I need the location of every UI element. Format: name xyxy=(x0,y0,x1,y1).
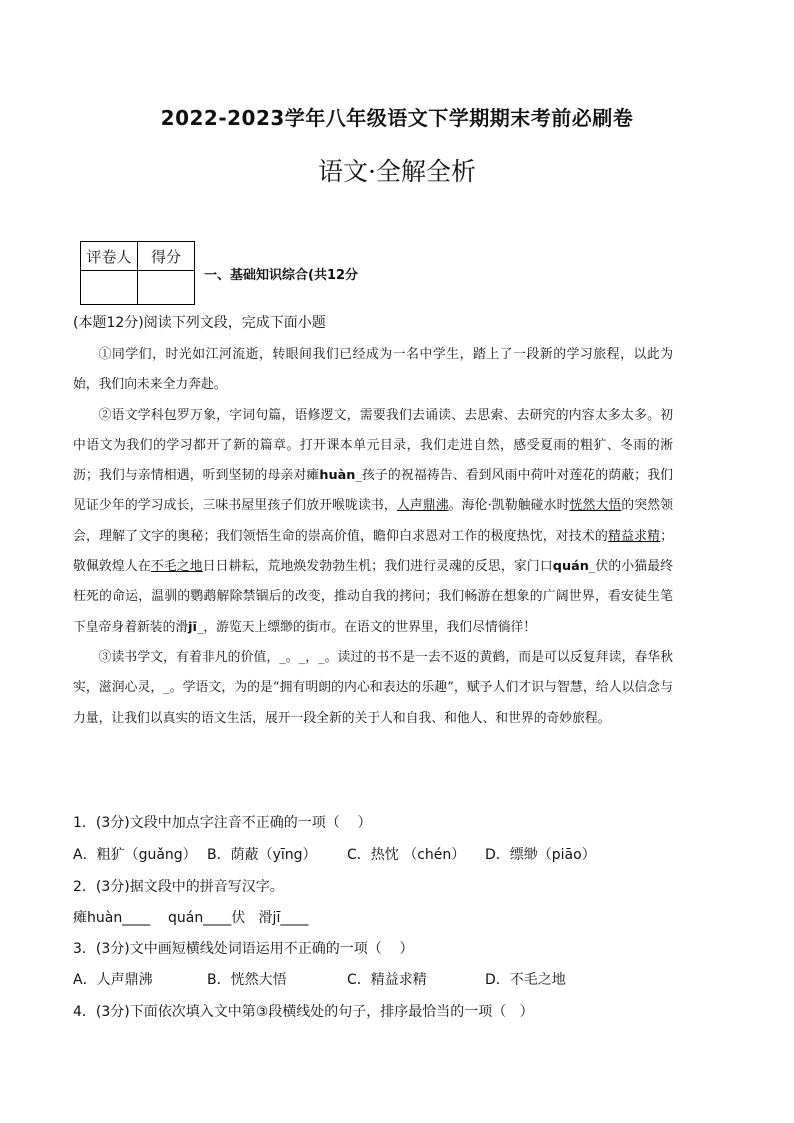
score-header: 得分 xyxy=(138,242,195,271)
score-table xyxy=(80,241,195,305)
underlined-phrase: 不毛之地 xyxy=(150,559,203,575)
question-3-options xyxy=(73,969,566,989)
document-subtitle: 语文·全解全析 xyxy=(318,157,476,186)
question-3: 3．(3分)文中画短横线处词语运用不正确的一项（ ） xyxy=(73,941,414,957)
question-4: 4．(3分)下面依次填入文中第③段横线处的句子，排序最恰当的一项（ ） xyxy=(73,1004,534,1020)
option-a: A．人声鼎沸 xyxy=(73,972,153,988)
option-c: C．精益求精 xyxy=(347,972,427,988)
question-1: 1．(3分)文段中加点字注音不正确的一项（ ） xyxy=(73,815,372,831)
option-a: A．粗犷（guǎng） xyxy=(73,847,197,863)
score-cell xyxy=(138,271,195,305)
pinyin: huàn xyxy=(319,468,356,484)
paragraph-3: ③读书学文，有着非凡的价值，_。_，_。读过的书不是一去不返的黄鹤，而是可以反复拜读，春华秋实，滋润心灵，_。学语文，为的是“拥有明朗的内心和表达的乐趣”，赋予人们才识与智慧，给人以信念与力量，让我们以真实的语文生活，展开一段全新的关于人和自我、和他人、和世界的奇妙旅程。 xyxy=(73,649,673,726)
question-2: 2．(3分)据文段中的拼音写汉字。 xyxy=(73,879,284,895)
option-d: D．不毛之地 xyxy=(485,972,566,988)
question-intro: (本题12分)阅读下列文段，完成下面小题 xyxy=(73,315,326,331)
paragraph-2: ②语文学科包罗万象，字词句篇，语修逻文，需要我们去诵读、去思索、去研究的内容太多太多。初中语文为我们的学习都开了新的篇章。打开课本单元目录，我们走进自然，感受夏雨的粗犷、冬雨的淅沥；我们与亲情相遇，听到坚韧的母亲对瘫huàn_孩子的祝福祷告、看到风雨中荷叶对莲花的荫蔽；我们见证少年的学习成长，三味书屋里孩子们放开喉咙读书，人声鼎沸。海伦·凯勒触碰水时恍然大悟的突然领会，理解了文字的奥秘；我们领悟生命的崇高价值，瞻仰白求恩对工作的极度热忱，对技术的精益求精；敬佩敦煌人在不毛之地日日耕耘，荒地焕发勃勃生机；我们进行灵魂的反思，家门口quán_伏的小猫最终枉死的命运，温驯的鹦鹉解除禁锢后的改变，推动自我的拷问；我们畅游在想象的广阔世界，看安徒生笔下皇帝身着新装的滑jī_，游览天上缥缈的街市。在语文的世界里，我们尽情徜徉！ xyxy=(73,407,674,635)
underlined-phrase: 人声鼎沸 xyxy=(396,498,449,514)
question-1-options xyxy=(73,844,596,864)
grader-cell xyxy=(81,271,138,305)
option-b: B．荫蔽（yīng） xyxy=(207,847,317,863)
section-title: 一、基础知识综合(共12分 xyxy=(204,268,359,283)
document-title: 2022-2023学年八年级语文下学期期末考前必刷卷 xyxy=(160,106,634,130)
paragraph-1: ①同学们，时光如江河流逝，转眼间我们已经成为一名中学生，踏上了一段新的学习旅程，以此为始，我们向未来全力奔赴。 xyxy=(73,347,673,393)
option-d: D．缥缈（piāo） xyxy=(485,847,596,863)
option-c: C．热忱 （chén） xyxy=(347,847,466,863)
option-b: B．恍然大悟 xyxy=(207,972,287,988)
pinyin: quán xyxy=(552,559,589,575)
underlined-phrase: 恍然大悟 xyxy=(569,498,622,514)
grader-header: 评卷人 xyxy=(81,242,138,271)
underlined-phrase: 精益求精 xyxy=(608,528,661,544)
question-2-blanks: 瘫huàn____ quán____伏 滑jī____ xyxy=(73,910,309,926)
pinyin: jī xyxy=(188,619,197,635)
passage xyxy=(73,340,673,734)
